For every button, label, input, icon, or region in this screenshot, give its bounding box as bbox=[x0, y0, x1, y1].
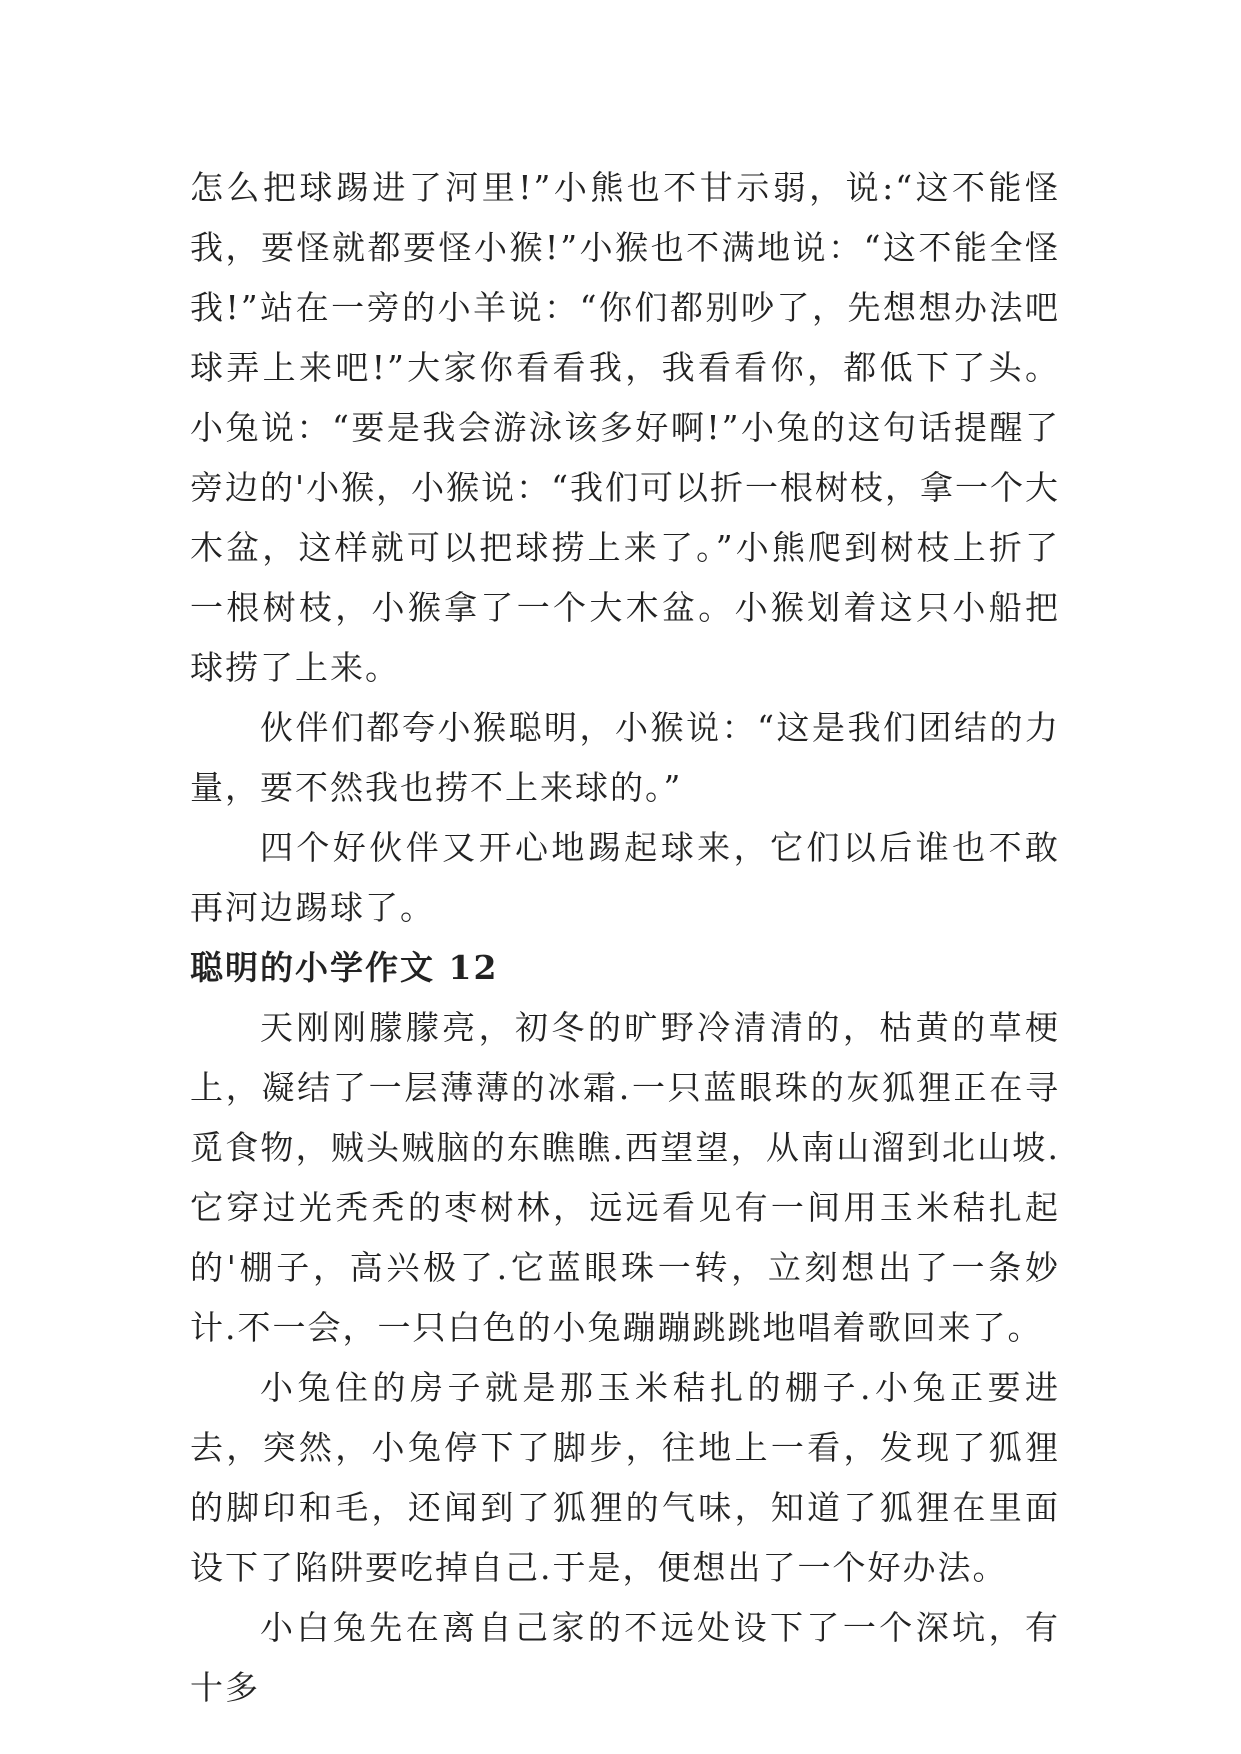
paragraph: 伙伴们都夸小猴聪明，小猴说：“这是我们团结的力量，要不然我也捞不上来球的。” bbox=[190, 708, 1060, 807]
document-body bbox=[190, 158, 1060, 1718]
paragraph: 小兔住的房子就是那玉米秸扎的棚子.小兔正要进去，突然，小兔停下了脚步，往地上一看，发现了狐狸的脚印和毛，还闻到了狐狸的气味，知道了狐狸在里面设下了陷阱要吃掉自己.于是，便想出了一个好办法。 bbox=[190, 1368, 1060, 1587]
paragraph: 小白兔先在离自己家的不远处设下了一个深坑，有十多 bbox=[190, 1608, 1060, 1707]
section-title: 聪明的小学作文 12 bbox=[190, 948, 499, 987]
paragraph: 四个好伙伴又开心地踢起球来，它们以后谁也不敢再河边踢球了。 bbox=[190, 828, 1060, 927]
paragraph: 天刚刚朦朦亮，初冬的旷野冷清清的，枯黄的草梗上，凝结了一层薄薄的冰霜.一只蓝眼珠的灰狐狸正在寻觅食物，贼头贼脑的东瞧瞧.西望望，从南山溜到北山坡.它穿过光秃秃的枣树林，远远看见有一间用玉米秸扎起的'棚子，高兴极了.它蓝眼珠一转，立刻想出了一条妙计.不一会，一只白色的小兔蹦蹦跳跳地唱着歌回来了。 bbox=[190, 1008, 1060, 1347]
paragraph-continued: 怎么把球踢进了河里!”小熊也不甘示弱，说:“这不能怪我，要怪就都要怪小猴!”小猴也不满地说：“这不能全怪我!”站在一旁的小羊说：“你们都别吵了，先想想办法吧球弄上来吧!”大家你看看我，我看看你，都低下了头。小兔说：“要是我会游泳该多好啊!”小兔的这句话提醒了旁边的'小猴，小猴说：“我们可以折一根树枝，拿一个大木盆，这样就可以把球捞上来了。”小熊爬到树枝上折了一根树枝，小猴拿了一个大木盆。小猴划着这只小船把球捞了上来。 bbox=[190, 168, 1060, 687]
